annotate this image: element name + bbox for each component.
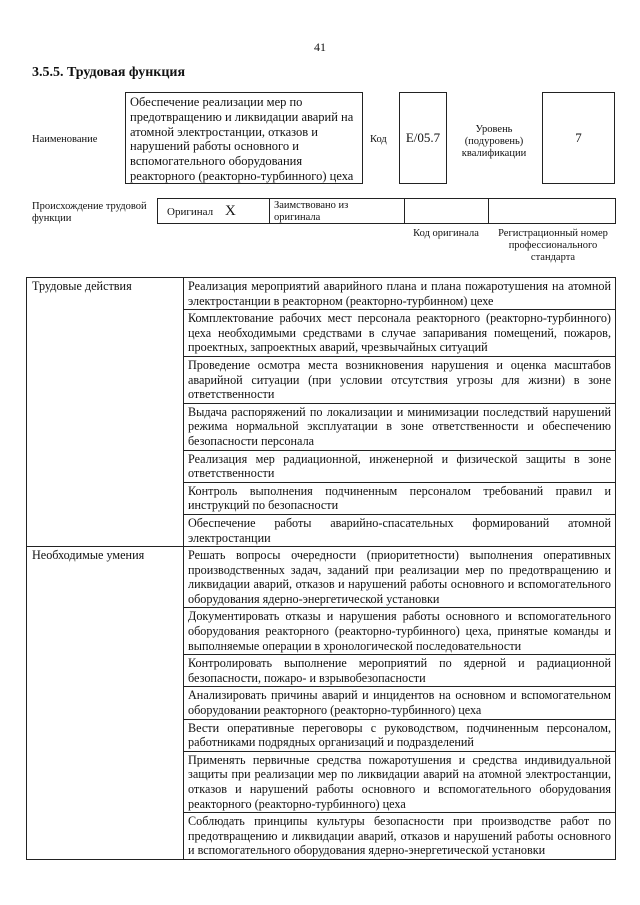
origin-row: [157, 198, 616, 224]
list-item: Обеспечение работы аварийно-спасательных формирований атомной электростанции: [184, 514, 616, 546]
origin-divider: [488, 198, 489, 224]
origin-divider: [269, 198, 270, 224]
list-item: Выдача распоряжений по локализации и минимизации последствий нарушений режима нормальной эксплуатации в зоне ответственности и обеспечению безопасности персонала: [184, 403, 616, 450]
name-label: Наименование: [32, 134, 98, 145]
page-number: 41: [314, 40, 326, 54]
table-row: [27, 547, 616, 608]
list-item: Применять первичные средства пожаротушения и средства индивидуальной защиты при реализации мер по ликвидации аварий на атомной электростанции, отказов и нарушений работы основного и вспомогательного оборудования реакторного (реакторно-турбинного) цеха: [184, 751, 616, 812]
list-item: Контроль выполнения подчиненным персоналом требований правил и инструкций по безопасности: [184, 482, 616, 514]
code-value: E/05.7: [399, 92, 447, 184]
list-item: Проведение осмотра места возникновения нарушения и оценка масштабов аварийной ситуации (при условии отсутствия угрозы для жизни) в зоне ответственности: [184, 356, 616, 403]
list-item: Анализировать причины аварий и инцидентов на основном и вспомогательном оборудовании реакторного (реакторно-турбинного) цеха: [184, 687, 616, 719]
list-item: Решать вопросы очередности (приоритетности) выполнения оперативных производственных задач, заданий при реализации мер по предотвращению и ликвидации аварий, отказов и нарушений работы основного и вспомогательного оборудования ядерно-энергетической установки: [184, 547, 616, 608]
section-title: 3.5.5. Трудовая функция: [32, 65, 186, 80]
original-label: Оригинал: [167, 206, 214, 218]
list-item: Документировать отказы и нарушения работы основного и вспомогательного оборудования реакторного (реакторно-турбинного) цеха, принятые команды и выполняемые операции в хронологической последовательности: [184, 608, 616, 655]
original-mark: X: [225, 203, 236, 219]
function-details-table: [26, 277, 616, 860]
list-item: Вести оперативные переговоры с руководством, подчиненным персоналом, работниками подрядных организаций и подразделений: [184, 719, 616, 751]
list-item: Соблюдать принципы культуры безопасности при производстве работ по предотвращению и ликвидации аварий, отказов и нарушений работы основного и вспомогательного оборудования ядерно-энергетической установки: [184, 813, 616, 860]
level-value: 7: [542, 92, 615, 184]
section-label: Трудовые действия: [27, 278, 184, 547]
section-label: Необходимые умения: [27, 547, 184, 860]
origin-divider: [404, 198, 405, 224]
list-item: Реализация мер радиационной, инженерной и физической защиты в зоне ответственности: [184, 450, 616, 482]
function-name-value: Обеспечение реализации мер по предотвращению и ликвидации аварий на атомной электростанции, отказов и нарушений работы основного и вспомогательного оборудования реакторного (реакторно-турбинного) цеха: [125, 92, 363, 184]
table-row: [27, 278, 616, 310]
level-label: Уровень (подуровень) квалификации: [461, 124, 527, 159]
origin-label: Происхождение трудовой функции: [32, 201, 147, 224]
list-item: Комплектование рабочих мест персонала реакторного (реакторно-турбинного) цеха необходимыми средствами в случае запаривания помещений, пожаров, проектных, запроектных аварий, чрезвычайных ситуаций: [184, 310, 616, 357]
reg-number-caption: Регистрационный номер профессионального стандарта: [498, 228, 608, 263]
list-item: Контролировать выполнение мероприятий по ядерной и радиационной безопасности, пожаро- и взрывобезопасности: [184, 655, 616, 687]
code-label: Код: [370, 134, 387, 145]
borrowed-label: Заимствовано из оригинала: [274, 200, 349, 223]
list-item: Реализация мероприятий аварийного плана и плана пожаротушения на атомной электростанции в реакторном (реакторно-турбинном) цехе: [184, 278, 616, 310]
original-code-caption: Код оригинала: [413, 228, 479, 239]
